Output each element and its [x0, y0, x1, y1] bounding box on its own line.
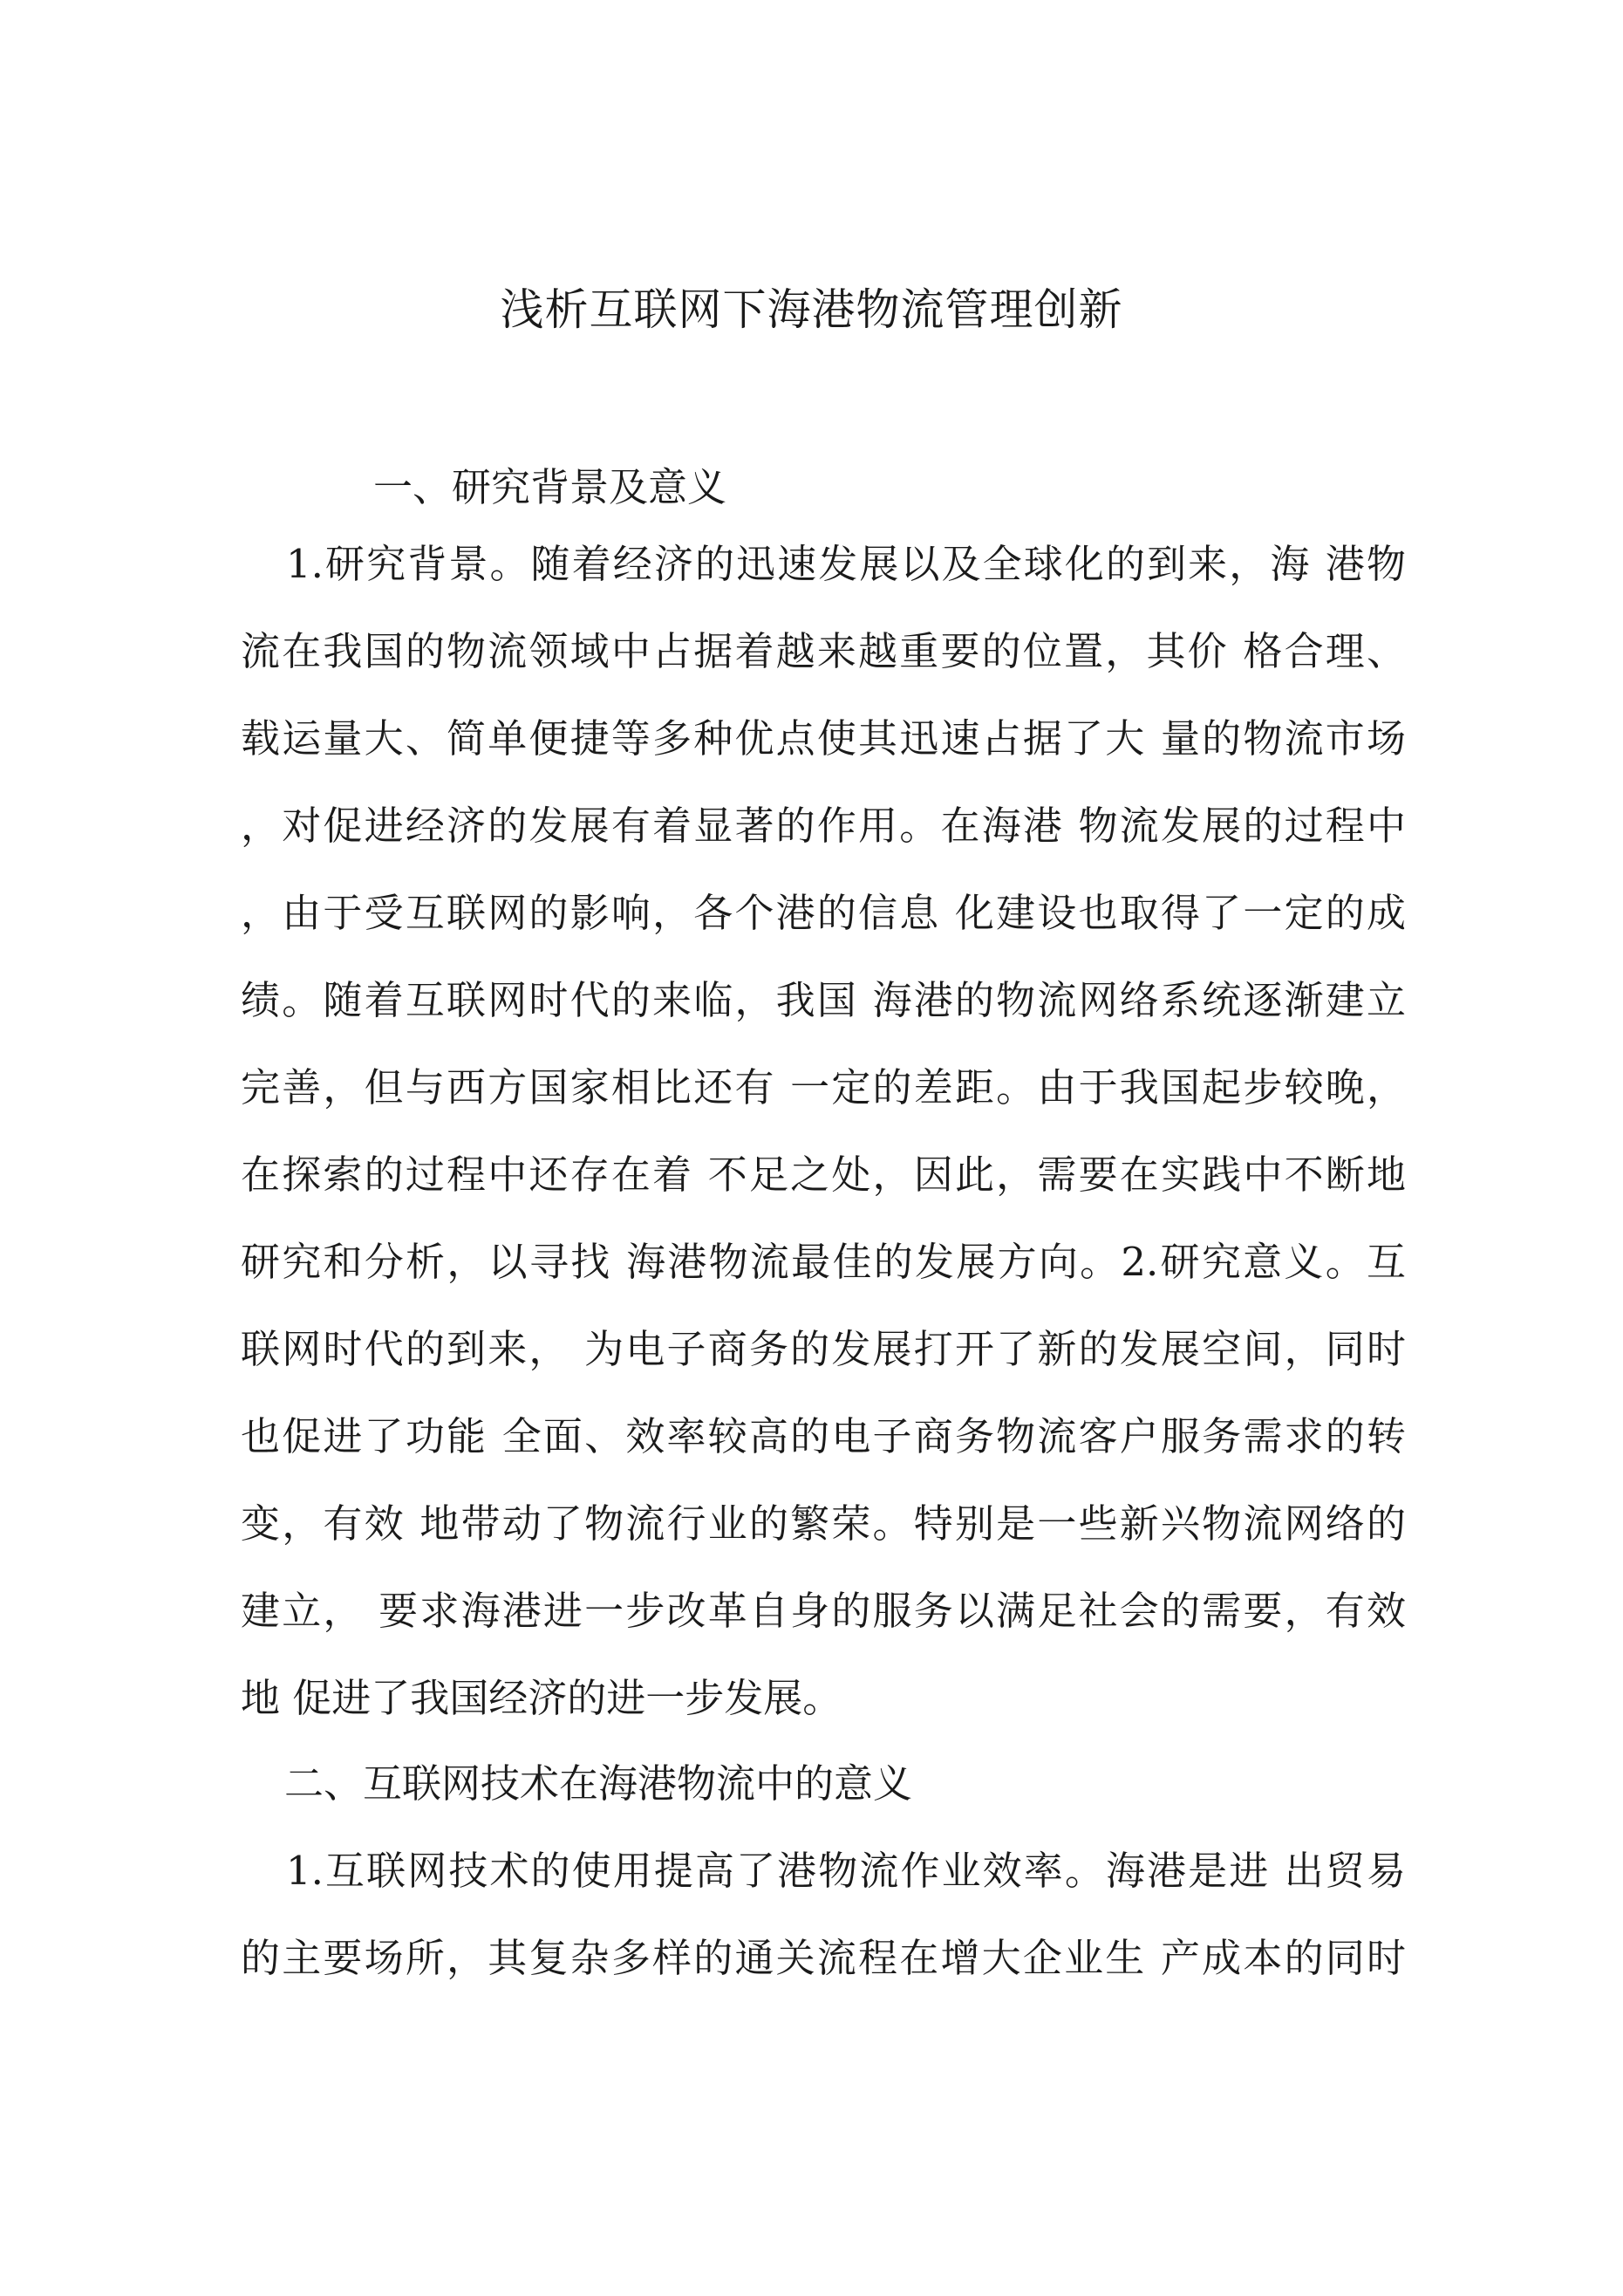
paragraph-line: 流在我国的物流领域中占据着越来越重要的位置，其价 格合理、 [241, 628, 1406, 674]
paragraph-line: 绩。随着互联网时代的来临，我国 海港的物流网络系统逐渐建立 [241, 977, 1406, 1023]
paragraph-line: ，由于受互联网的影响，各个港的信息 化建设也取得了一定的成 [241, 890, 1406, 936]
paragraph-line: 1.研究背景。随着经济的迅速发展以及全球化的到来，海 港物 [286, 541, 1406, 587]
paragraph-line: 完善，但与西方国家相比还有 一定的差距。由于我国起步较晚， [241, 1064, 1406, 1110]
paragraph-line: 研究和分析，以寻找 海港物流最佳的发展方向。2.研究意义。互 [241, 1239, 1406, 1285]
paragraph-line: 也促进了功能 全面、效率较高的电子商务物流客户服务需求的转 [241, 1413, 1406, 1459]
document-title: 浅析互联网下海港物流管理创新 [500, 284, 1123, 335]
paragraph-line: 的主要场所，其复杂多样的通关流程在增大企业生 产成本的同时 [241, 1935, 1406, 1981]
section-heading-1: 一、研究背景及意义 [373, 464, 727, 510]
paragraph-line: 建立， 要求海港进一步改革自身的服务以满足社会的需要，有效 [241, 1588, 1406, 1634]
paragraph-line: 1.互联网技术的使用提高了港物流作业效率。海港是进 出贸易 [286, 1848, 1406, 1894]
paragraph-line: 在探索的过程中还存在着 不足之处，因此，需要在实践中不断地 [241, 1151, 1406, 1198]
paragraph-line: 联网时代的到来， 为电子商务的发展打开了新的发展空间，同时 [241, 1326, 1406, 1372]
paragraph-line: 变，有效 地带动了物流行业的繁荣。特别是一些新兴物流网络的 [241, 1500, 1406, 1547]
paragraph-line: ，对促进经济的发展有着显著的作用。在海港 物流发展的过程中 [241, 803, 1406, 849]
paragraph-line: 地 促进了我国经济的进一步发展。 [241, 1675, 842, 1721]
section-heading-2: 二、互联网技术在海港物流中的意义 [284, 1760, 913, 1807]
paragraph-line: 载运量大、简单便捷等多种优点使其迅速占据了大 量的物流市场 [241, 715, 1406, 762]
